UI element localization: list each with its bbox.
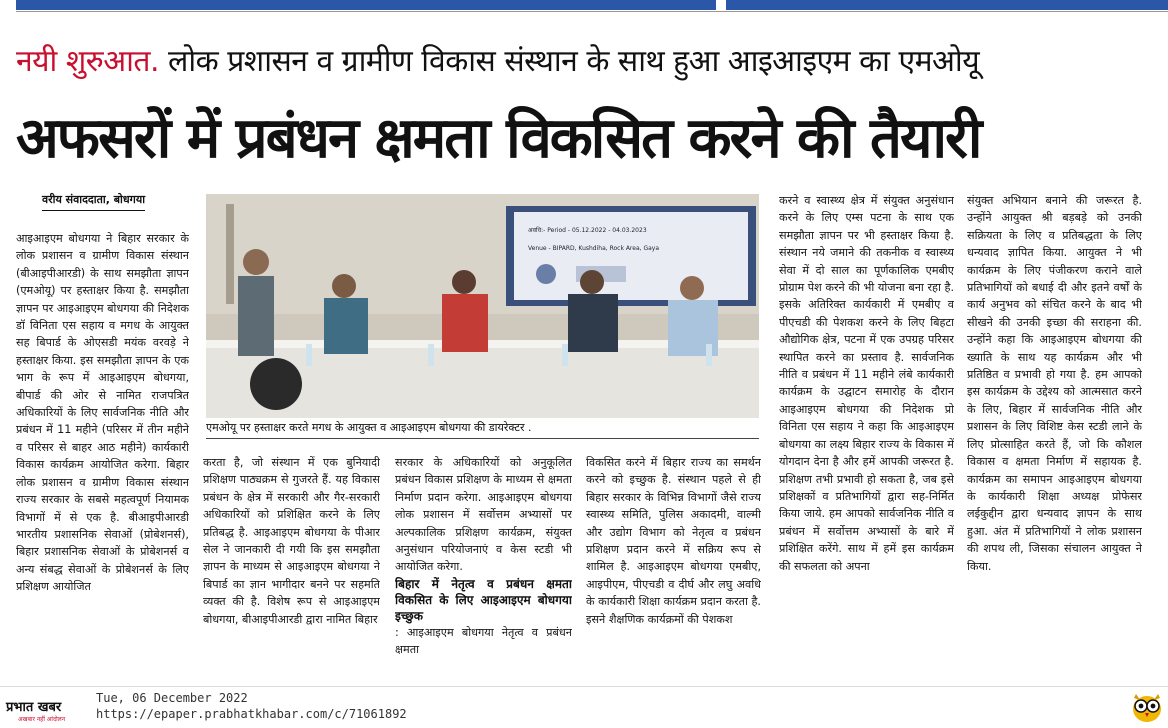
column-4: विकसित करने में बिहार राज्य का समर्थन करने को इच्छुक है. संस्थान पहले से ही बिहार सरकार के विभिन्न विभागों जैसे राज्य स्वास्थ्य समिति, पुलिस अकादमी, वाल्मी और उद्योग विभाग को नेतृत्व व प्रबंधन प्रशिक्षण प्रदान करने में सक्रिय रूप से शामिल है. आइआइएम बोधगया एमबीए, आइपीएम, पीएचडी व दीर्घ और लघु अवधि के कार्यकारी शिक्षा कार्यक्रम प्रदान करता है. इसने शैक्षणिक कार्यक्रमों की पेशकश — [586, 456, 761, 626]
column-3-tail: : आइआइएम बोधगया नेतृत्व व प्रबंधन क्षमता — [395, 625, 572, 657]
photo-illustration — [206, 194, 759, 418]
logo-tagline: अखबार नहीं आंदोलन — [18, 716, 66, 723]
column-6: संयुक्त अभियान बनाने की जरूरत है. उन्होंने आयुक्त श्री बड़बड़े को उनकी सक्रियता के लिए व प्रतिबद्धता के लिए धन्यवाद ज्ञापित किया. आयुक्त ने भी कार्यक्रम के लिए पंजीकरण कराने वाले प्रतिभागियों को बधाई दी और इतने वर्षों के कार्य अनुभव को संचित करने के बाद भी सीखने की उनकी इच्छा की सराहना की. उन्होंने कहा कि आइआइएम बोधगया की ख्याति के साथ यह कार्यक्रम और भी प्रतिष्ठित व प्रभावी हो गया है. हम आपको इस कार्यक्रम के उद्देश्य को आत्मसात करने के लिए, बिहार में सार्वजनिक नीति और प्रशासन के लिए विशिष्ट केस स्टडी लाने के लिए प्रोत्साहित करते हैं, जो कि कौशल विकास व क्षमता निर्माण में सहायक है. कार्यक्रम का समापन आइआइएम बोधगया के कार्यकारी शिक्षा अध्यक्ष प्रोफेसर लईकुद्दीन द्वारा धन्यवाद ज्ञापन के साथ हुआ. अंत में प्रतिभागियों ने लोक प्रशासन की शपथ ली, जिसका संचालन आयुक्त ने किया. — [967, 194, 1142, 573]
top-strip — [0, 0, 1168, 12]
photo-caption: एमओयू पर हस्ताक्षर करते मगध के आयुक्त व आइआइएम बोधगया की डायरेक्टर . — [206, 421, 532, 434]
column-2: करता है, जो संस्थान में एक बुनियादी प्रशिक्षण पाठ्यक्रम से गुजरते हैं. यह विकास प्रबंधन के क्षेत्र में सरकारी और गैर-सरकारी अधिकारियों को प्रशिक्षित करने के लिए प्रतिबद्ध है. आइआइएम बोधगया के पीआर सेल ने जानकारी दी गयी कि इस समझौता ज्ञापन के माध्यम से आइआइएम बोधगया ने बिपार्ड का ज्ञान भागीदार बनने पर सहमति व्यक्त की है. विशेष रूप से आइआइएम बोधगया, बीआइपीआरडी द्वारा नामित बिहार — [203, 456, 380, 626]
newspaper-logo-icon — [4, 694, 90, 724]
owl-mascot-icon — [1130, 690, 1164, 724]
column-5: करने व स्वास्थ्य क्षेत्र में संयुक्त अनुसंधान करने के लिए एम्स पटना के साथ एक समझौता ज्ञापन पर भी हस्ताक्षर किया है. संस्थान नये जमाने की तकनीक व स्वास्थ्य सेवा में दो साल का पूर्णकालिक एमबीए प्रोग्राम पेश करने की भी योजना बना रहा है. इसके अतिरिक्त कार्यकारी में एमबीए व पीएचडी की पेशकश करने के लिए बिहटा औद्योगिक क्षेत्र, पटना में एक उपग्रह परिसर स्थापित करने का प्रस्ताव है. सार्वजनिक नीति व प्रबंधन में 11 महीने लंबे कार्यकारी कार्यक्रम के उद्घाटन समारोह के दौरान आइआइएम बोधगया की निदेशक प्रो विनिता एस सहाय ने कहा कि आइआइएम बोधगया का लक्ष्य बिहार राज्य के विकास में योगदान देना है और हमें आपकी जरूरत है. प्रशिक्षण तभी प्रभावी हो सकता है, जब इसे प्रशिक्षकों व प्रतिभागियों द्वारा सह-निर्मित किया जाये. हम आपको सार्वजनिक नीति व प्रबंधन में सर्वोत्तम अभ्यासों के बारे में प्रशिक्षित करेंगे. साथ में हमें इस कार्यक्रम की सफलता को अपना — [779, 194, 954, 573]
column-3-body: सरकार के अधिकारियों को अनुकूलित प्रबंधन विकास प्रशिक्षण के माध्यम से क्षमता निर्माण प्रदान करेगा. आइआइएम बोधगया लोक प्रशासन में सर्वोत्तम अभ्यासों पर अल्पकालिक प्रशिक्षण कार्यक्रम, संयुक्त अनुसंधान परियोजनाएं व केस स्टडी भी आयोजित करेगा. — [395, 456, 572, 574]
column-3-subhead: बिहार में नेतृत्व व प्रबंधन क्षमता विकसित के लिए आइआइएम बोधगया इच्छुक — [395, 576, 572, 623]
banner-period: अवधि:- Period - 05.12.2022 - 04.03.2023 — [528, 227, 647, 234]
owl-icon[interactable] — [1130, 690, 1164, 724]
top-blue-bar-right — [726, 0, 1168, 10]
prabhat-khabar-logo[interactable] — [4, 694, 90, 724]
headline: अफसरों में प्रबंधन क्षमता विकसित करने की तैयारी — [16, 106, 981, 171]
adjacent-story-edge — [1150, 40, 1168, 190]
column-3 — [395, 454, 572, 670]
kicker-line — [16, 40, 1146, 84]
next-article-cutoff — [330, 688, 1130, 694]
logo-text: प्रभात खबर — [6, 700, 62, 715]
kicker-rest: लोक प्रशासन व ग्रामीण विकास संस्थान के साथ हुआ आइआइएम का एमओयू — [168, 44, 980, 79]
caption-rule — [206, 438, 759, 439]
footer-url[interactable]: https://epaper.prabhatkhabar.com/c/71061892 — [96, 707, 407, 721]
banner-venue: Venue - BIPARD, Kushdiha, Rock Area, Gaya — [528, 245, 659, 252]
top-blue-bar — [16, 0, 716, 10]
adjacent-page-sliver — [1152, 180, 1168, 670]
footer-date: Tue, 06 December 2022 — [96, 691, 248, 705]
footer-meta — [96, 690, 407, 722]
top-rule — [16, 11, 1168, 12]
news-photo — [206, 194, 759, 418]
kicker-lead: नयी शुरुआत. — [16, 44, 159, 79]
column-1: आइआइएम बोधगया ने बिहार सरकार के लोक प्रशासन व ग्रामीण विकास संस्थान (बीआइपीआरडी) के साथ समझौता ज्ञापन (एमओयू) पर हस्ताक्षर किया है. समझौता ज्ञापन पर आइआइएम बोधगया की निदेशक डॉ विनिता एस सहाय व मगध के आयुक्त सह बिपार्ड के ओएसडी मयंक वरवड़े ने हस्ताक्षर किया. इस समझौता ज्ञापन के एक भाग के रूप में आइआइएम बोधगया, बीपार्ड की ओर से नामित राजपत्रित अधिकारियों के लिए सार्वजनिक नीति और प्रबंधन में 11 महीने (परिसर में तीन महीने व परिसर से बाहर आठ महीने) कार्यकारी विकास कार्यक्रम आयोजित करेगा. बिहार लोक प्रशासन व ग्रामीण विकास संस्थान राज्य सरकार के सबसे महत्वपूर्ण नियामक विभागों में से एक है. बीआइपीआरडी भारतीय प्रशासनिक सेवाओं (प्रोबेशनर्स), बिहार प्रशासनिक सेवाओं के प्रोबेशनर्स व अन्य संबद्ध सेवाओं के प्रोबेशनर्स के लिए प्रशिक्षण आयोजित — [16, 232, 189, 594]
byline: वरीय संवाददाता, बोधगया — [42, 192, 145, 211]
